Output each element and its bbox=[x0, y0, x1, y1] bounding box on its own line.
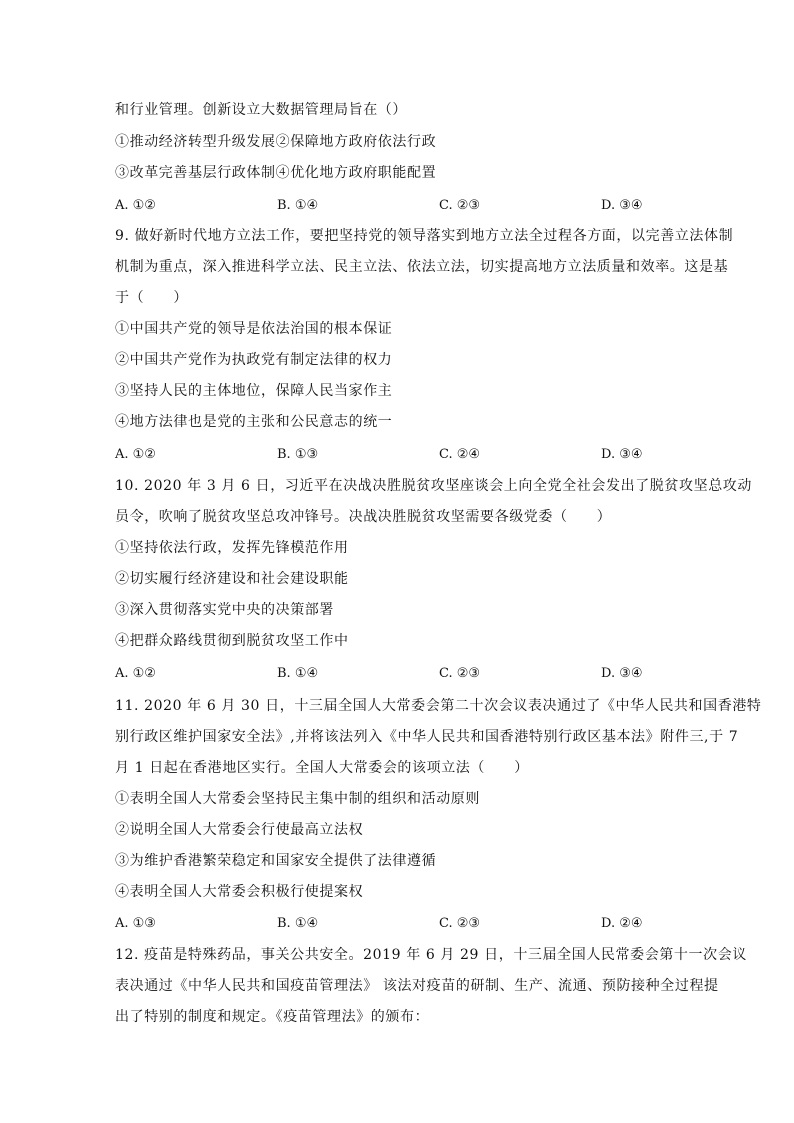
q10-option-a: A. ①② bbox=[115, 666, 156, 681]
q8-option-a: A. ①② bbox=[115, 198, 156, 213]
q11-stem-line-1: 11. 2020 年 6 月 30 日，十三届全国人大常委会第二十次会议表决通过了《中华人民共和国香港特 bbox=[115, 698, 762, 714]
q11-option-c: C. ②③ bbox=[439, 916, 481, 931]
q10-option-b: B. ①④ bbox=[277, 666, 319, 681]
q9-statement-3: ③坚持人民的主体地位，保障人民当家作主 bbox=[115, 383, 393, 399]
q8-option-d: D. ③④ bbox=[601, 198, 643, 213]
q11-options bbox=[115, 915, 675, 933]
q9-statement-1: ①中国共产党的领导是依法治国的根本保证 bbox=[115, 321, 393, 337]
q9-stem-line-1: 9. 做好新时代地方立法工作，要把坚持党的领导落实到地方立法全过程各方面，以完善立法体制 bbox=[115, 228, 734, 244]
q10-option-c: C. ②③ bbox=[439, 666, 481, 681]
q10-stem-line-1: 10. 2020 年 3 月 6 日，习近平在决战决胜脱贫攻坚座谈会上向全党全社会发出了脱贫攻坚总攻动 bbox=[115, 478, 753, 494]
q11-statement-3: ③为维护香港繁荣稳定和国家安全提供了法律遵循 bbox=[115, 853, 437, 869]
q10-option-d: D. ③④ bbox=[601, 666, 643, 681]
q10-statement-2: ②切实履行经济建设和社会建设职能 bbox=[115, 571, 349, 587]
q10-statement-4: ④把群众路线贯彻到脱贫攻坚工作中 bbox=[115, 633, 349, 649]
q9-statement-4: ④地方法律也是党的主张和公民意志的统一 bbox=[115, 414, 393, 430]
q8-option-b: B. ①④ bbox=[277, 198, 319, 213]
q12-stem-line-2: 表决通过《中华人民共和国疫苗管理法》 该法对疫苗的研制、生产、流通、预防接种全过程提 bbox=[115, 978, 719, 994]
q8-statement-3-4: ③改革完善基层行政体制④优化地方政府职能配置 bbox=[115, 165, 437, 181]
q9-options bbox=[115, 446, 675, 464]
q11-statement-4: ④表明全国人大常委会积极行使提案权 bbox=[115, 884, 364, 900]
q9-option-b: B. ①③ bbox=[277, 447, 319, 462]
q10-statement-1: ①坚持依法行政，发挥先锋模范作用 bbox=[115, 540, 349, 556]
q8-statement-1-2: ①推动经济转型升级发展②保障地方政府依法行政 bbox=[115, 134, 437, 150]
q9-option-a: A. ①② bbox=[115, 447, 156, 462]
q10-stem-line-2: 员令，吹响了脱贫攻坚总攻冲锋号。决战决胜脱贫攻坚需要各级党委（ ） bbox=[115, 509, 612, 525]
q10-options bbox=[115, 665, 675, 683]
q11-stem-line-2: 别行政区维护国家安全法》,并将该法列入《中华人民共和国香港特别行政区基本法》附件三,于 7 bbox=[115, 729, 739, 745]
q9-stem-line-3: 于（ ） bbox=[115, 290, 188, 306]
q8-stem-tail: 和行业管理。创新设立大数据管理局旨在（） bbox=[115, 102, 407, 118]
q11-statement-2: ②说明全国人大常委会行使最高立法权 bbox=[115, 822, 364, 838]
q11-option-b: B. ①④ bbox=[277, 916, 319, 931]
q9-stem-line-2: 机制为重点，深入推进科学立法、民主立法、依法立法，切实提高地方立法质量和效率。这是基 bbox=[115, 259, 729, 275]
q10-statement-3: ③深入贯彻落实党中央的决策部署 bbox=[115, 602, 334, 618]
q8-option-c: C. ②③ bbox=[439, 198, 481, 213]
q11-option-a: A. ①③ bbox=[115, 916, 156, 931]
q8-options bbox=[115, 197, 675, 215]
q9-option-c: C. ②④ bbox=[439, 447, 481, 462]
q12-stem-line-3: 出了特别的制度和规定。《疫苗管理法》的颁布： bbox=[115, 1009, 430, 1025]
q9-option-d: D. ③④ bbox=[601, 447, 643, 462]
q9-statement-2: ②中国共产党作为执政党有制定法律的权力 bbox=[115, 352, 393, 368]
q11-stem-line-3: 月 1 日起在香港地区实行。全国人大常委会的该项立法（ ） bbox=[115, 760, 529, 776]
q11-statement-1: ①表明全国人大常委会坚持民主集中制的组织和活动原则 bbox=[115, 791, 480, 807]
q12-stem-line-1: 12. 疫苗是特殊药品，事关公共安全。2019 年 6 月 29 日，十三届全国人民常委会第十一次会议 bbox=[115, 947, 747, 963]
q11-option-d: D. ②④ bbox=[601, 916, 643, 931]
